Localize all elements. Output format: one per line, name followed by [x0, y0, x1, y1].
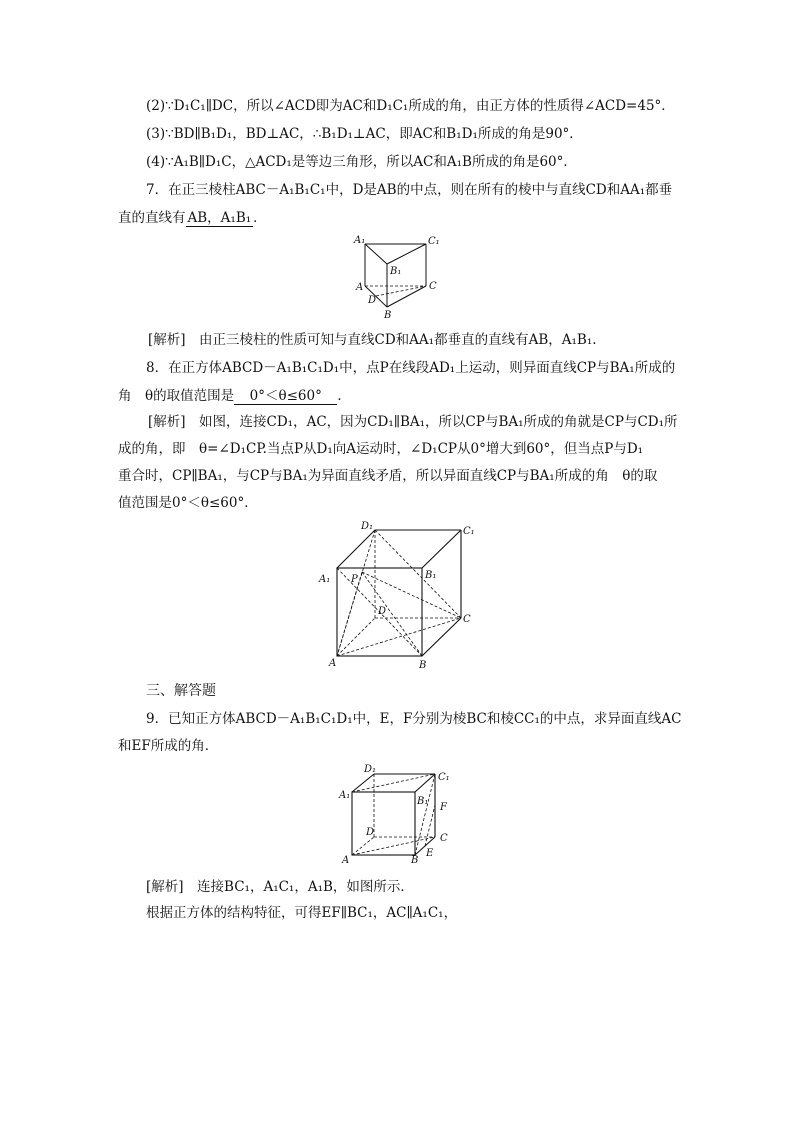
- prism-label-d: D: [368, 295, 377, 306]
- q7-text-pre: 直的直线有: [118, 210, 186, 226]
- cube9-label-a: A: [342, 855, 350, 866]
- cube8-label-c: C: [463, 614, 471, 625]
- question-7-line-1: 7．在正三棱柱ABC－A₁B₁C₁中，D是AB的中点，则在所有的棱中与直线CD和AA₁都垂: [146, 182, 673, 198]
- question-9-line-2: 和EF所成的角．: [118, 738, 219, 754]
- question-9-solution-1: [解析] 连接BC₁，A₁C₁，A₁B，如图所示．: [146, 879, 414, 895]
- prism-label-c: C: [429, 281, 437, 292]
- question-8-solution-1: [解析] 如图，连接CD₁，AC，因为CD₁∥BA₁，所以CP与BA₁所成的角就是CP与CD₁所: [148, 414, 678, 430]
- cube8-label-p: P: [351, 574, 358, 585]
- cube9-label-c: C: [440, 833, 448, 844]
- cube8-label-a: A: [329, 658, 337, 669]
- prism-label-a: A: [356, 282, 364, 293]
- question-8-line-1: 8．在正方体ABCD－A₁B₁C₁D₁中，点P在线段AD₁上运动，则异面直线CP与BA₁所成的: [146, 360, 676, 376]
- solution-line-3: (3)∵BD∥B₁D₁，BD⊥AC，∴B₁D₁⊥AC，即AC和B₁D₁所成的角是90°．: [146, 126, 583, 142]
- cube9-label-f: F: [440, 802, 447, 813]
- q8-text-post: ．: [337, 388, 351, 404]
- cube8-label-d1: D₁: [361, 521, 374, 532]
- prism-label-a1: A₁: [354, 235, 366, 246]
- cube-figure-q9: [338, 762, 463, 867]
- cube8-label-c1: C₁: [463, 526, 475, 537]
- question-9-solution-2: 根据正方体的结构特征，可得EF∥BC₁，AC∥A₁C₁，: [146, 905, 458, 921]
- prism-label-b1: B₁: [390, 266, 402, 277]
- q7-text-post: ．: [253, 210, 267, 226]
- question-8-solution-4: 值范围是0°＜θ≤60°．: [118, 495, 258, 511]
- question-8-solution-2: 成的角，即 θ=∠D₁CP.当点P从D₁向A运动时，∠D₁CP从0°增大到60°，但当点P与D₁: [118, 441, 644, 457]
- cube8-label-d: D: [378, 606, 387, 617]
- cube8-label-b: B: [419, 660, 427, 670]
- cube9-label-e: E: [426, 848, 434, 859]
- question-7-line-2: [118, 209, 267, 227]
- cube9-label-b1: B₁: [417, 796, 429, 807]
- question-7-solution: [解析] 由正三棱柱的性质可知与直线CD和AA₁都垂直的直线有AB，A₁B₁.: [148, 332, 597, 348]
- solution-line-4: (4)∵A₁B∥D₁C，△ACD₁是等边三角形，所以AC和A₁B所成的角是60°．: [146, 154, 577, 170]
- triangular-prism-figure: [350, 232, 440, 320]
- cube9-label-c1: C₁: [438, 772, 450, 783]
- q8-answer: 0°＜θ≤60°: [236, 388, 336, 404]
- question-9-line-1: 9．已知正方体ABCD－A₁B₁C₁D₁中，E，F分别为棱BC和棱CC₁的中点，求异面直线AC: [146, 711, 682, 727]
- cube9-label-d1: D₁: [364, 764, 377, 775]
- cube8-label-b1: B₁: [425, 570, 437, 581]
- solution-line-2: (2)∵D₁C₁∥DC，所以∠ACD即为AC和D₁C₁所成的角，由正方体的性质得∠ACD=45°．: [146, 98, 675, 114]
- prism-label-b: B: [384, 310, 392, 320]
- cube8-label-a1: A₁: [319, 574, 331, 585]
- q8-text-pre: 角 θ的取值范围是: [118, 388, 235, 404]
- cube9-label-d: D: [366, 827, 375, 838]
- question-8-solution-3: 重合时，CP∥BA₁，与CP与BA₁为异面直线矛盾，所以异面直线CP与BA₁所成的角 θ的取: [118, 468, 658, 484]
- question-8-line-2: [118, 387, 351, 405]
- prism-label-c1: C₁: [428, 236, 440, 247]
- cube9-label-a1: A₁: [339, 790, 351, 801]
- cube9-label-b: B: [411, 855, 419, 866]
- cube-figure-q8: [315, 520, 485, 670]
- q7-answer: AB，A₁B₁: [187, 210, 252, 226]
- section-heading-answers: 三、解答题: [146, 683, 216, 699]
